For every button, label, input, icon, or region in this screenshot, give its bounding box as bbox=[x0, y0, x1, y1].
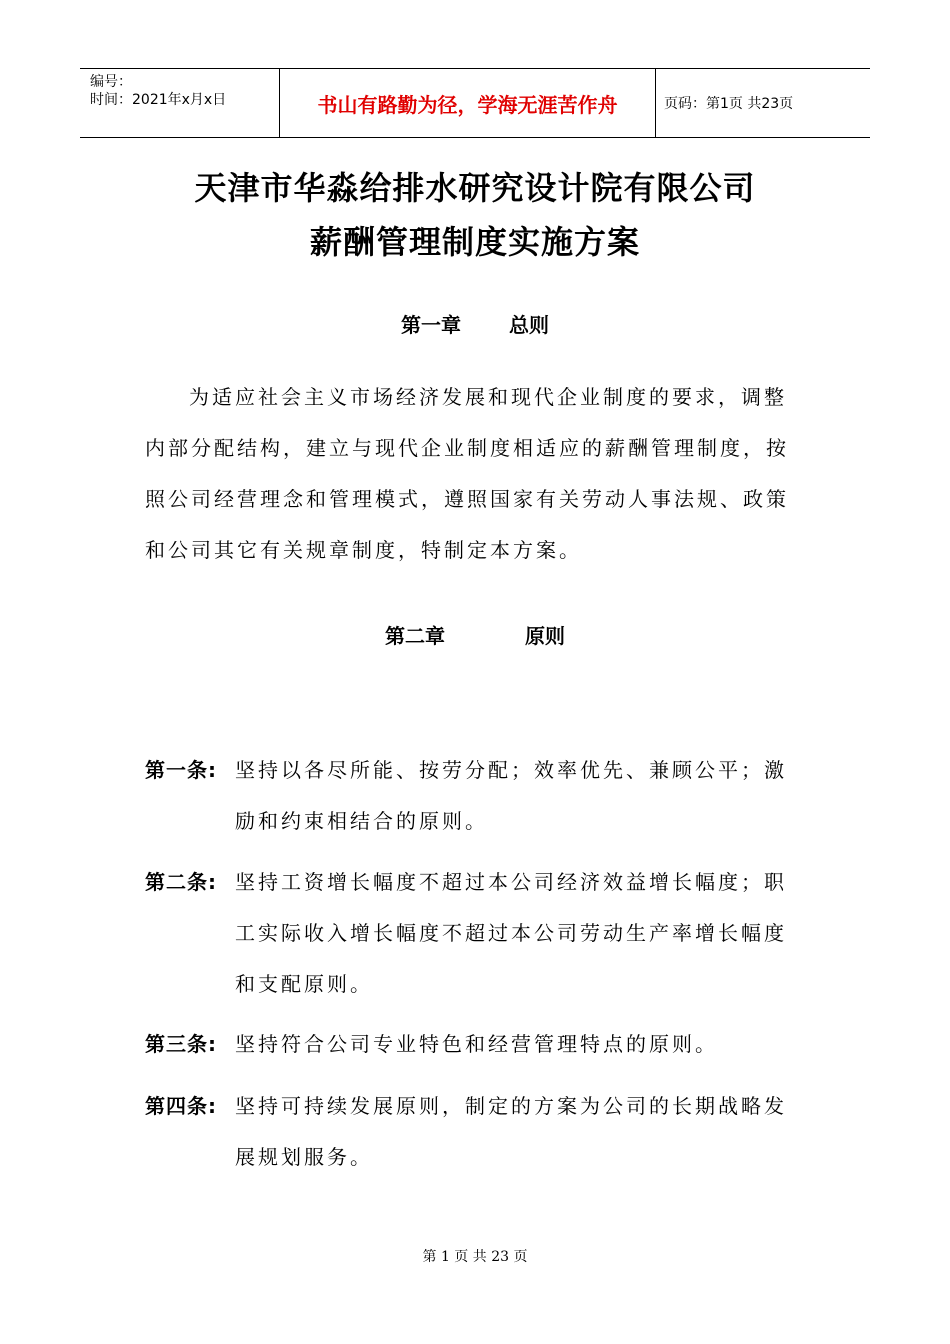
chapter1-number: 第一章 bbox=[401, 313, 461, 337]
header-meta bbox=[80, 69, 280, 137]
chapter1-heading bbox=[0, 309, 950, 338]
intro-paragraph: 为适应社会主义市场经济发展和现代企业制度的要求，调整内部分配结构，建立与现代企业制度相适应的薪酬管理制度，按照公司经营理念和管理模式，遵照国家有关劳动人事法规、政策和公司其它有关规章制度，特制定本方案。 bbox=[145, 385, 789, 562]
time-label: 时间：2021年x月x日 bbox=[90, 92, 227, 108]
article-2 bbox=[145, 857, 805, 1010]
header-motto: 书山有路勤为径，学海无涯苦作舟 bbox=[280, 69, 656, 137]
article-text: 坚持符合公司专业特色和经营管理特点的原则。 bbox=[235, 1032, 718, 1056]
chapter2-number: 第二章 bbox=[385, 624, 445, 648]
header-table bbox=[80, 68, 870, 138]
page-footer: 第 1 页 共 23 页 bbox=[422, 1249, 528, 1265]
header-page-info: 页码：第1页 共23页 bbox=[664, 96, 794, 112]
article-label: 第三条: bbox=[145, 1032, 217, 1056]
article-text: 坚持工资增长幅度不超过本公司经济效益增长幅度；职工实际收入增长幅度不超过本公司劳动生产率增长幅度和支配原则。 bbox=[235, 870, 787, 996]
article-4 bbox=[145, 1081, 805, 1183]
article-label: 第一条: bbox=[145, 758, 217, 782]
chapter1-name: 总则 bbox=[509, 313, 549, 337]
chapter2-name: 原则 bbox=[525, 624, 565, 648]
document-title-line2: 薪酬管理制度实施方案 bbox=[309, 223, 640, 261]
article-1 bbox=[145, 745, 805, 847]
article-text: 坚持可持续发展原则，制定的方案为公司的长期战略发展规划服务。 bbox=[235, 1094, 787, 1169]
article-text: 坚持以各尽所能、按劳分配；效率优先、兼顾公平；激励和约束相结合的原则。 bbox=[235, 758, 787, 833]
article-3 bbox=[145, 1019, 805, 1070]
chapter2-heading bbox=[0, 620, 950, 649]
document-title-line1: 天津市华淼给排水研究设计院有限公司 bbox=[194, 169, 756, 207]
article-label: 第二条: bbox=[145, 870, 217, 894]
number-label: 编号： bbox=[90, 74, 132, 90]
article-label: 第四条: bbox=[145, 1094, 217, 1118]
